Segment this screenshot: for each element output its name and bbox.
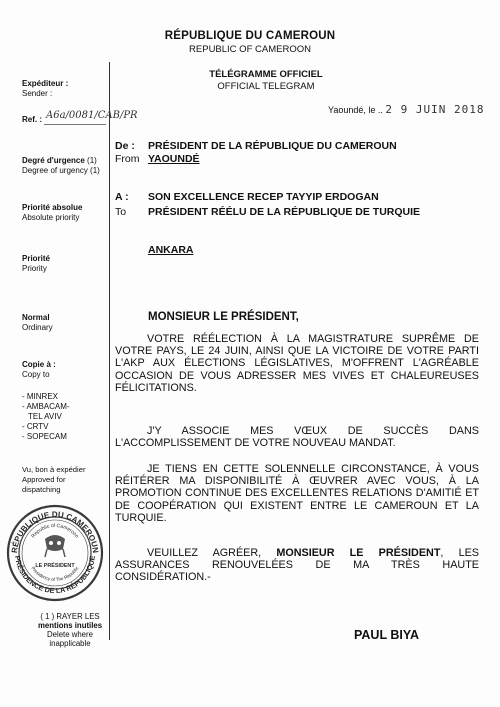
- copy-label-fr: Copie à :: [22, 360, 56, 369]
- paragraph-4: [115, 547, 479, 584]
- to-recipient-name: SON EXCELLENCE RECEP TAYYIP ERDOGAN: [148, 191, 379, 203]
- republic-title-fr: RÉPUBLIQUE DU CAMEROUN: [164, 30, 336, 42]
- copy-recipient: - MINREX: [22, 392, 58, 401]
- footnote-line: mentions inutiles: [37, 621, 103, 630]
- seal-outer-top: RÉPUBLIQUE DU CAMEROUN: [9, 509, 101, 554]
- salutation: MONSIEUR LE PRÉSIDENT,: [148, 311, 299, 323]
- telegram-title-en: OFFICIAL TELEGRAM: [217, 81, 315, 92]
- closing-addressee: MONSIEUR LE PRÉSIDENT: [276, 547, 441, 559]
- normal-field: [22, 313, 53, 333]
- urgency-label-en: Degree of urgency (1): [22, 166, 100, 175]
- seal-inner-top: Republic of Cameroon: [30, 522, 80, 540]
- seal-outer-bottom: PRÉSIDENCE DE LA RÉPUBLIQUE: [13, 555, 97, 596]
- footnote-line: Delete where: [47, 630, 93, 639]
- paragraph-1: VOTRE RÉÉLECTION À LA MAGISTRATURE SUPRÊME DE VOTRE PAYS, LE 24 JUIN, AINSI QUE LA VICTOIRE DE VOTRE PARTI L'AKP AUX ÉLECTIONS LÉGISLATIVES, M'OFFRENT L'AGRÉABLE OCCASION DE VOUS ADRESSER MES VIVES ET CHALEUREUSES FÉLICITATIONS.: [115, 333, 479, 394]
- seal-inner-bottom: Presidency of The Republic: [30, 565, 80, 583]
- date-stamp: 2 9 JUIN 2018: [385, 103, 485, 116]
- presidential-seal: [5, 503, 105, 603]
- priority-en: Priority: [22, 264, 47, 273]
- sender-field: [22, 79, 68, 99]
- to-city: ANKARA: [148, 244, 194, 256]
- sender-label-fr: Expéditeur :: [22, 79, 69, 88]
- priority-field: [22, 254, 50, 274]
- from-label-en: From: [115, 153, 140, 165]
- copy-recipient: TEL AVIV: [28, 412, 62, 421]
- from-label-fr: De :: [115, 140, 135, 152]
- approval-fr: Vu, bon à expédier: [22, 465, 86, 474]
- copy-recipient: - CRTV: [22, 422, 49, 431]
- normal-en: Ordinary: [22, 323, 53, 332]
- seal-emblem-icon: [45, 535, 65, 557]
- paragraph-3: JE TIENS EN CETTE SOLENNELLE CIRCONSTANCE, À VOUS RÉITÉRER MA DISPONIBILITÉ À ŒUVRER AVEC VOUS, À LA PROMOTION CONTINUE DES EXCELLENTES RELATIONS D'AMITIÉ ET DE COOPÉRATION QUI EXISTENT ENTRE LE CAMEROUN ET LA TURQUIE.: [115, 463, 479, 524]
- copy-recipients: [22, 392, 70, 442]
- copy-recipient: - AMBACAM-: [22, 402, 70, 411]
- absolute-priority-en: Absolute priority: [22, 213, 80, 222]
- absolute-priority-field: [22, 203, 82, 223]
- ref-underline: [44, 124, 106, 125]
- ref-handwritten: A6a/0081/CAB/PR: [46, 110, 138, 121]
- footnote-line: inapplicable: [49, 639, 91, 648]
- signature: PAUL BIYA: [354, 628, 420, 642]
- priority-fr: Priorité: [22, 254, 51, 263]
- to-label-fr: A :: [115, 191, 129, 203]
- closing-end: , LES ASSURANCES RENOUVELÉES DE MA TRÈS HAUTE CONSIDÉRATION.-: [115, 547, 479, 584]
- seal-center: LE PRÉSIDENT: [35, 563, 75, 569]
- urgency-note: (1): [87, 156, 97, 165]
- copy-label-en: Copy to: [22, 370, 50, 379]
- copy-to-field: [22, 360, 56, 380]
- urgency-label-fr: Degré d'urgence: [22, 156, 85, 165]
- approval-en-2: dispatching: [22, 485, 61, 494]
- absolute-priority-fr: Priorité absolue: [22, 203, 83, 212]
- republic-title-en: REPUBLIC OF CAMEROON: [189, 44, 311, 55]
- paragraph-2: J'Y ASSOCIE MES VŒUX DE SUCCÈS DANS L'ACCOMPLISSEMENT DE VOTRE NOUVEAU MANDAT.: [115, 425, 479, 450]
- date-place: Yaoundé, le: [328, 105, 376, 115]
- from-value: PRÉSIDENT DE LA RÉPUBLIQUE DU CAMEROUN: [148, 140, 397, 152]
- footnote: [30, 612, 110, 648]
- telegram-title-fr: TÉLÉGRAMME OFFICIEL: [209, 69, 323, 80]
- approval-field: [22, 465, 85, 495]
- approval-en-1: Approved for: [22, 475, 66, 484]
- sender-label-en: Sender :: [22, 89, 53, 98]
- margin-divider: [109, 62, 110, 640]
- closing-start: VEUILLEZ AGRÉER,: [147, 547, 277, 559]
- to-recipient-title: PRÉSIDENT RÉÉLU DE LA RÉPUBLIQUE DE TURQUIE: [148, 206, 421, 218]
- footnote-line: ( 1 ) RAYER LES: [40, 612, 100, 621]
- normal-fr: Normal: [22, 313, 50, 322]
- date-line: Yaoundé, le .. 2 9 JUIN 2018: [328, 103, 485, 116]
- copy-recipient: - SOPECAM: [22, 432, 67, 441]
- urgency-field: [22, 156, 100, 176]
- ref-label: Ref. :: [22, 115, 42, 124]
- from-city: YAOUNDÉ: [148, 153, 200, 165]
- to-label-en: To: [115, 206, 127, 218]
